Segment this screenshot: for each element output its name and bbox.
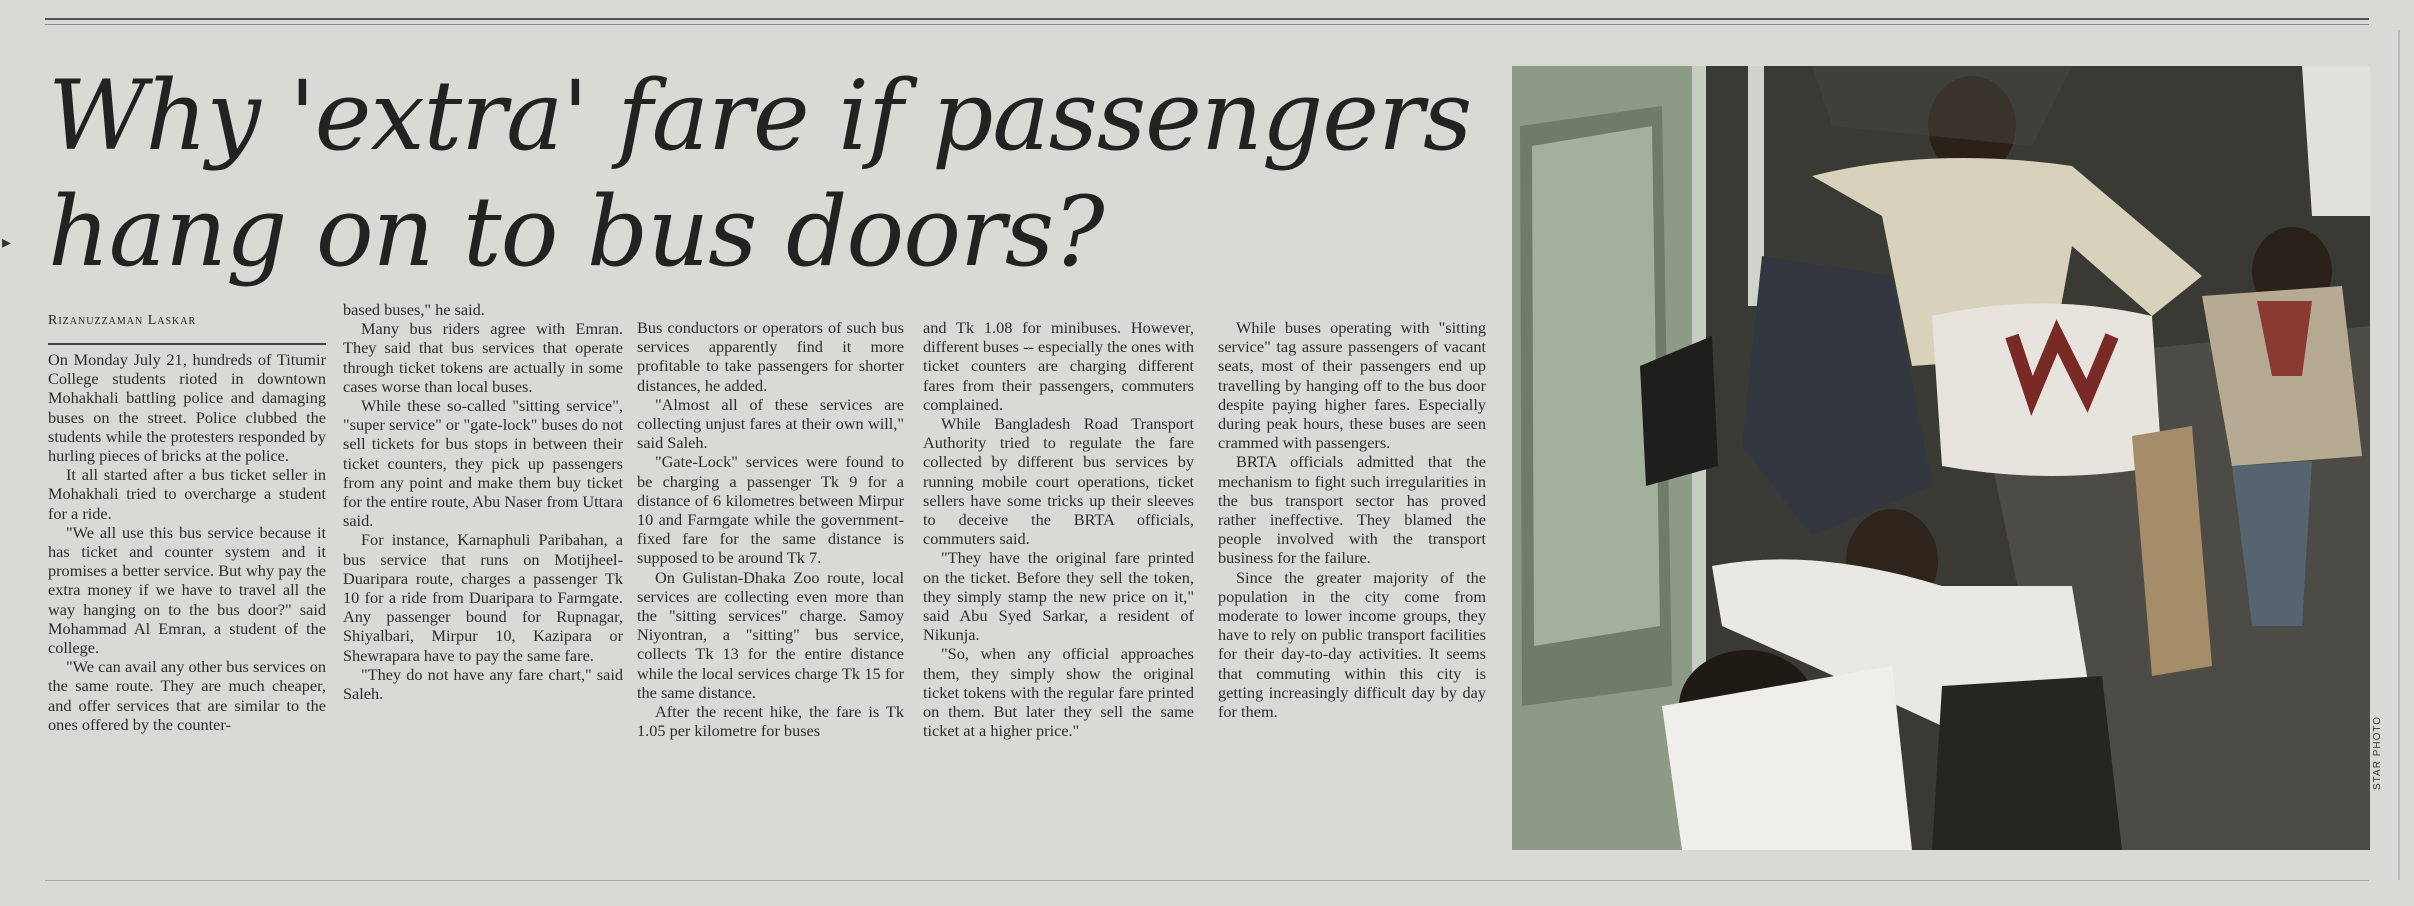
article-paragraph: After the recent hike, the fare is Tk 1.05 per kilometre for buses (637, 702, 904, 741)
headline (48, 58, 1488, 290)
headline-line-2: hang on to bus doors? (48, 176, 1104, 288)
page-fold (2398, 30, 2400, 880)
headline-line-1: Why 'extra' fare if passengers (48, 60, 1472, 172)
article-paragraph: It all started after a bus ticket seller in Mohakhali tried to overcharge a student for a ride. (48, 465, 326, 523)
article-paragraph: and Tk 1.08 for minibuses. However, different buses -- especially the ones with ticket counters are charging different fares from their passengers, commuters complained. (923, 318, 1194, 414)
article-column-1 (48, 350, 326, 734)
article-paragraph: Many bus riders agree with Emran. They said that bus services that operate through ticket tokens are actually in some cases worse than local buses. (343, 319, 623, 396)
bottom-rule (45, 880, 2369, 881)
article-paragraph: While buses operating with "sitting service" tag assure passengers of vacant seats, most of their passengers end up travelling by hanging off to the bus door despite paying higher fares. Especially during peak hours, these buses are seen crammed with passengers. (1218, 318, 1486, 453)
article-paragraph: "We can avail any other bus services on the same route. They are much cheaper, and offer services that are similar to the ones offered by the counter- (48, 657, 326, 734)
article-paragraph: Since the greater majority of the population in the city come from moderate to lower income groups, they have to rely on public transport facilities for their day-to-day activities. It seems that commuting within this city is getting increasingly difficult day by day for them. (1218, 567, 1486, 722)
article-paragraph: On Gulistan-Dhaka Zoo route, local services are collecting even more than the "sitting services" charge. Samoy Niyontran, a "sitting" bus service, collects Tk 13 for the entire distance while the local services charge Tk 15 for the same distance. (637, 567, 904, 702)
article-paragraph: On Monday July 21, hundreds of Titumir College students rioted in downtown Mohakhali battling police and damaging buses on the street. Police clubbed the students while the protesters responded by hurling pieces of bricks at the police. (48, 350, 326, 466)
margin-arrow-icon: ▸ (2, 232, 12, 253)
photo-illustration (1512, 66, 2370, 850)
article-paragraph: While these so-called "sitting service", "super service" or "gate-lock" buses do not sell tickets for bus stops in between their ticket counters, they pick up passengers from any point and make them buy ticket for the entire route, Abu Naser from Uttara said. (343, 396, 623, 531)
article-paragraph: "Gate-Lock" services were found to be charging a passenger Tk 9 for a distance of 6 kilometres between Mirpur 10 and Farmgate while the government-fixed fare for the same distance is supposed to be around Tk 7. (637, 452, 904, 568)
byline-rule (48, 343, 326, 345)
photo-credit: STAR PHOTO (2372, 715, 2383, 790)
article-column-5 (1218, 318, 1486, 721)
article-paragraph: "They have the original fare printed on the ticket. Before they sell the token, they simply stamp the new price on it," said Abu Syed Sarkar, a resident of Nikunja. (923, 548, 1194, 645)
news-photo (1512, 66, 2370, 850)
article-paragraph: based buses," he said. (343, 300, 485, 319)
top-rule (45, 18, 2369, 20)
article-paragraph: "They do not have any fare chart," said Saleh. (343, 664, 623, 704)
article-column-2 (343, 300, 623, 703)
article-paragraph: Bus conductors or operators of such bus services apparently find it more profitable to take passengers for shorter distances, he added. (637, 318, 904, 395)
top-rule-thin (45, 24, 2369, 25)
article-paragraph: While Bangladesh Road Transport Authority tried to regulate the fare collected by different bus services by running mobile court operations, ticket sellers have some tricks up their sleeves to deceive the BRTA officials, commuters said. (923, 414, 1194, 549)
article-paragraph: "Almost all of these services are collecting unjust fares at their own will," said Saleh. (637, 394, 904, 453)
article-paragraph: "So, when any official approaches them, they simply show the original ticket tokens with the regular fare printed on them. But later they sell the same ticket at a higher price." (923, 644, 1194, 741)
article-paragraph: BRTA officials admitted that the mechanism to fight such irregularities in the bus transport sector has proved rather ineffective. They blamed the people involved with the transport business for the failure. (1218, 452, 1486, 568)
article-paragraph: "We all use this bus service because it has ticket and counter system and it promises a better service. But why pay the extra money if we have to travel all the way hanging on to the bus door?" said Mohammad Al Emran, a student of the college. (48, 522, 326, 658)
article-column-3 (637, 318, 904, 740)
article-column-4 (923, 318, 1194, 740)
byline: Rizanuzzaman Laskar (48, 313, 197, 328)
article-paragraph: For instance, Karnaphuli Paribahan, a bus service that runs on Motijheel-Duaripara route, charges a passenger Tk 10 for a ride from Duaripara to Farmgate. Any passenger bound for Rupnagar, Shiyalbari, Mirpur 10, Kazipara or Shewrapara have to pay the same fare. (343, 530, 623, 665)
